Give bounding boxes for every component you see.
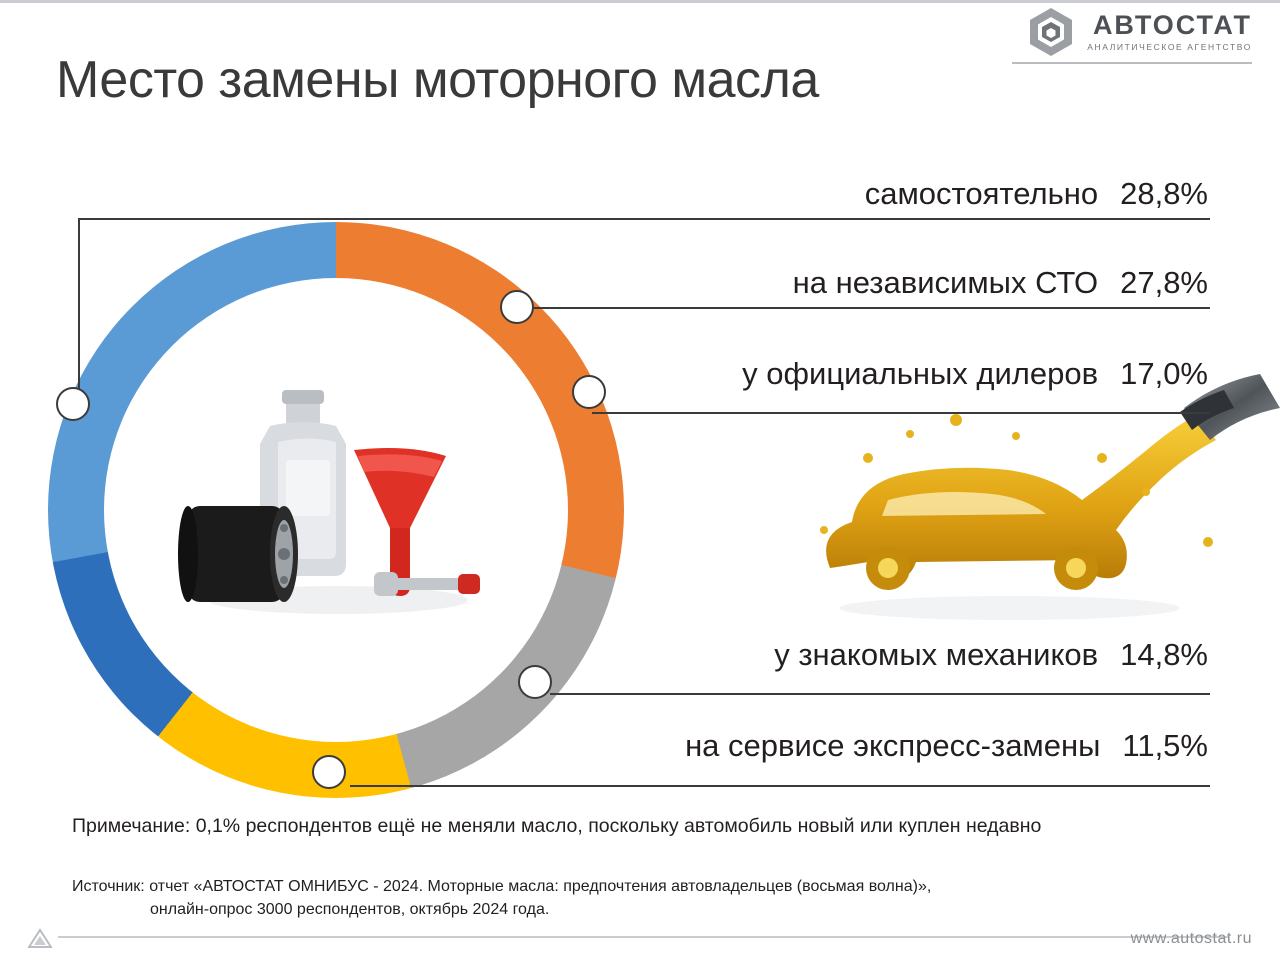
legend-item-3 [742,356,1208,392]
page-title: Место замены моторного масла [56,51,819,109]
leader-line-1-vert [78,218,80,398]
chart-source [72,875,1222,921]
brand-underline [1012,62,1252,64]
legend-item-4 [774,637,1208,673]
leader-line-1 [78,218,1210,220]
legend-label-5: на сервисе экспресс-замены [685,728,1101,763]
hexagon-logo-icon [1025,6,1077,58]
legend-label-3: у официальных дилеров [742,356,1099,391]
leader-node-3 [572,375,606,409]
legend-item-2 [793,265,1208,301]
legend-value-2: 27,8% [1120,265,1208,300]
leader-line-4 [550,693,1210,695]
legend-label-4: у знакомых механиков [774,637,1099,672]
brand-logo [1025,6,1252,58]
legend-label-2: на независимых СТО [792,265,1099,300]
legend-value-1: 28,8% [1120,176,1208,211]
legend-value-4: 14,8% [1120,637,1208,672]
triangle-mark-icon [28,928,52,948]
oil-products-illustration [158,332,514,688]
chart-source-line2: онлайн-опрос 3000 респондентов, октябрь 2024 года. [150,901,550,919]
legend-item-1 [865,176,1208,212]
legend-value-3: 17,0% [1120,356,1208,391]
footer-divider [58,936,1228,938]
footer-website[interactable]: www.autostat.ru [1130,930,1252,947]
legend-item-5 [685,728,1208,764]
brand-subtitle: АНАЛИТИЧЕСКОЕ АГЕНТСТВО [1087,42,1252,52]
chart-note: Примечание: 0,1% респондентов ещё не меняли масло, поскольку автомобиль новый или куплен недавно [72,815,1042,837]
brand-name: АВТОСТАТ [1092,10,1252,40]
leader-node-5 [312,755,346,789]
legend-label-1: самостоятельно [864,176,1099,211]
leader-node-2 [500,290,534,324]
leader-node-1 [56,387,90,421]
leader-line-3 [592,412,1210,414]
leader-line-5 [350,785,1210,787]
top-divider [0,0,1280,3]
legend-value-5: 11,5% [1122,728,1208,763]
leader-node-4 [518,665,552,699]
leader-line-2 [520,307,1210,309]
chart-source-line1: Источник: отчет «АВТОСТАТ ОМНИБУС - 2024. Моторные масла: предпочтения автовладельцев (восьмая волна)», [72,878,932,895]
